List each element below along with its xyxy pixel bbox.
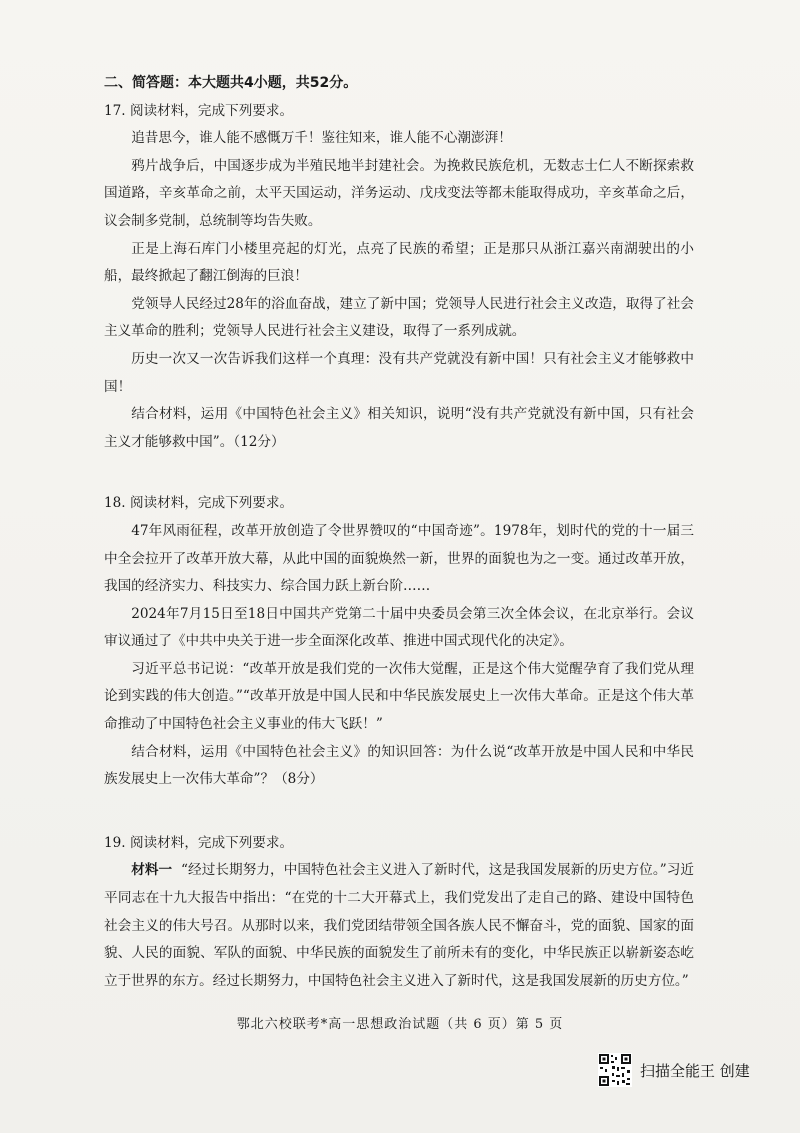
spacer bbox=[104, 456, 694, 490]
page-content bbox=[104, 70, 694, 995]
section-title: 二、简答题：本大题共4小题，共52分。 bbox=[104, 75, 358, 91]
q18-question-prompt: 结合材料，运用《中国特色社会主义》的知识回答：为什么说“改革开放是中国人民和中华民族发展史上一次伟大革命”？（8分） bbox=[104, 743, 694, 788]
page-footer: 鄂北六校联考*高一思想政治试题（共 6 页）第 5 页 bbox=[236, 1017, 564, 1032]
question-19-head: 19. 阅读材料，完成下列要求。 bbox=[104, 834, 294, 851]
q18-paragraph: 2024年7月15日至18日中国共产党第二十届中央委员会第三次全体会议，在北京举行。会议审议通过了《中共中央关于进一步全面深化改革、推进中国式现代化的决定》。 bbox=[104, 605, 694, 650]
q17-question-prompt: 结合材料，运用《中国特色社会主义》相关知识，说明“没有共产党就没有新中国，只有社会主义才能够救中国”。（12分） bbox=[104, 406, 694, 450]
scanner-watermark bbox=[598, 1052, 750, 1088]
q17-paragraph: 历史一次又一次告诉我们这样一个真理：没有共产党就没有新中国！只有社会主义才能够救中国！ bbox=[104, 350, 694, 395]
material-text: “经过长期努力，中国特色社会主义进入了新时代，这是我国发展新的历史方位。”习近平同志在十九大报告中指出：“在党的十二大开幕式上，我们党发出了走自己的路、建设中国特色社会主义的伟大号召。从那时以来，我们党团结带领全国各族人民不懈奋斗，党的面貌、国家的面貌、人民的面貌、军队的面貌、中华民族的面貌发生了前所未有的变化，中华民族正以崭新姿态屹立于世界的东方。经过长期努力，中国特色社会主义进入了新时代，这是我国发展新的历史方位。” bbox=[104, 862, 694, 989]
qr-code-icon bbox=[598, 1053, 632, 1087]
spacer bbox=[104, 794, 694, 830]
watermark-text: 扫描全能王 创建 bbox=[640, 1061, 750, 1080]
q17-paragraph: 鸦片战争后，中国逐步成为半殖民地半封建社会。为挽救民族危机，无数志士仁人不断探索救国道路，辛亥革命之前，太平天国运动，洋务运动、戊戌变法等都未能取得成功，辛亥革命之后，议会制多党制，总统制等均告失败。 bbox=[104, 157, 694, 229]
question-17-head: 17. 阅读材料，完成下列要求。 bbox=[104, 102, 294, 119]
question-18-head: 18. 阅读材料，完成下列要求。 bbox=[104, 495, 294, 512]
question-19 bbox=[104, 830, 694, 996]
q17-paragraph: 党领导人民经过28年的浴血奋战，建立了新中国；党领导人民进行社会主义改造，取得了社会主义革命的胜利；党领导人民进行社会主义建设，取得了一系列成就。 bbox=[104, 295, 694, 340]
q18-paragraph: 47年风雨征程，改革开放创造了令世界赞叹的“中国奇迹”。1978年，划时代的党的十一届三中全会拉开了改革开放大幕，从此中国的面貌焕然一新，世界的面貌也为之一变。通过改革开放，我国的经济实力、科技实力、综合国力跃上新台阶…… bbox=[104, 522, 694, 595]
question-18 bbox=[104, 490, 694, 794]
q17-paragraph: 追昔思今，谁人能不感慨万千！鉴往知来，谁人能不心潮澎湃！ bbox=[131, 130, 512, 147]
q18-paragraph: 习近平总书记说：“改革开放是我们党的一次伟大觉醒，正是这个伟大觉醒孕育了我们党从理论到实践的伟大创造。”“改革开放是中国人民和中华民族发展史上一次伟大革命。正是这个伟大革命推动了中国特色社会主义事业的伟大飞跃！” bbox=[104, 660, 694, 733]
q19-material-one bbox=[104, 857, 694, 995]
question-17 bbox=[104, 98, 694, 457]
q17-paragraph: 正是上海石库门小楼里亮起的灯光，点亮了民族的希望；正是那只从浙江嘉兴南湖驶出的小船，最终掀起了翻江倒海的巨浪！ bbox=[104, 240, 694, 285]
material-label: 材料一 bbox=[131, 862, 173, 879]
